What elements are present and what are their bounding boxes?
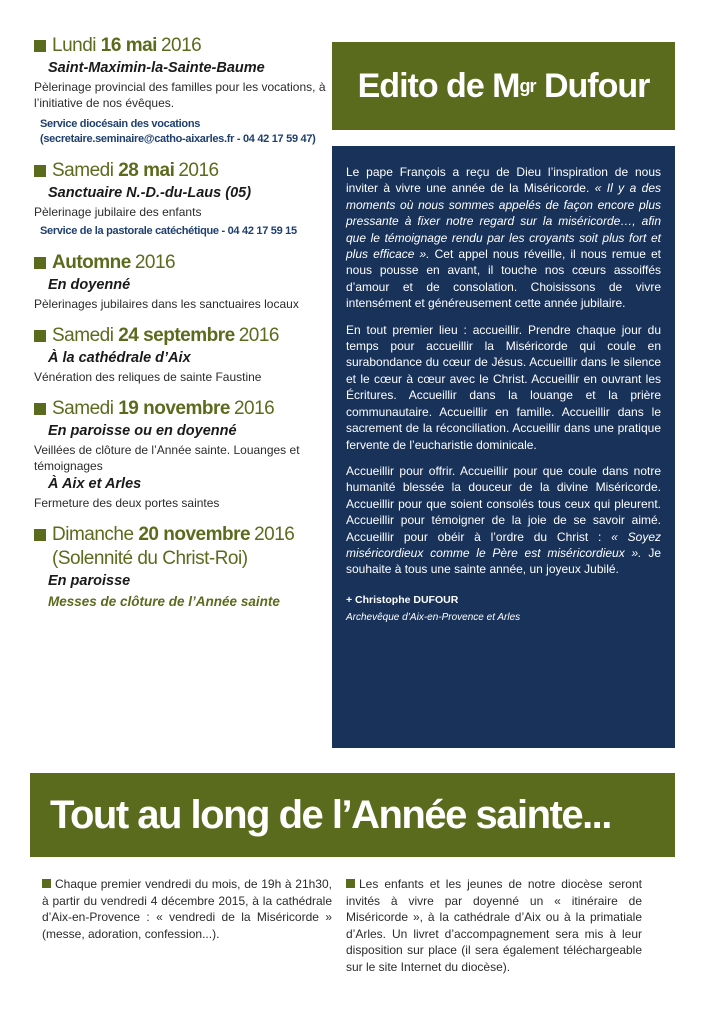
event-year: 2016 [233, 398, 275, 419]
event-year: 2016 [254, 524, 295, 545]
edito-signature-role: Archevêque d’Aix-en-Provence et Arles [346, 612, 521, 624]
edito-title [332, 42, 675, 130]
event-date-bold: Automne [52, 252, 131, 273]
event-place: En paroisse ou en doyenné [48, 423, 237, 439]
event-day: Dimanche [52, 524, 134, 545]
event-year: 2016 [178, 160, 219, 181]
section-banner [30, 773, 675, 857]
event-description: Pèlerinage jubilaire des enfants [34, 205, 202, 219]
edito-title-end: Dufour [535, 66, 650, 105]
event-place: Sanctuaire N.-D.-du-Laus (05) [48, 185, 252, 201]
event-date-bold: 28 mai [118, 160, 175, 181]
edito-signature: + Christophe DUFOUR [346, 593, 459, 606]
square-bullet-icon [34, 257, 46, 269]
event-item [34, 34, 326, 147]
event-day: Samedi [52, 325, 114, 346]
event-year: 2016 [238, 325, 279, 346]
event-date [34, 324, 326, 348]
bottom-right-paragraph: Les enfants et les jeunes de notre diocèse seront invités à vivre par doyenné un « itinéraire de Miséricorde », à la cathédrale d’Aix ou à la primatiale d’Arles. Un livret d’accompagnement sera mis à leur disposition sur place (il sera également téléchargeable sur le site Internet du diocèse). [346, 877, 642, 974]
event-description: Pèlerinage provincial des familles pour les vocations, à l’initiative de nos évêques. [34, 80, 326, 110]
edito-text: Je souhaite à tous une sainte année, un joyeux Jubilé. [346, 545, 661, 577]
bottom-right-text [346, 876, 642, 975]
event-service: Service de la pastorale catéchétique - 04 42 17 59 15 [40, 225, 297, 237]
edito-paragraph: En tout premier lieu : accueillir. Prendre chaque jour du temps pour accueillir la Miséricorde qui coule en surabondance du cœur de Jésus. Accueillir dans le silence et le cœur à cœur avec le Christ. Accueillir en ouvrant les Écritures. Accueillir dans la louange et la prière communautaire. Accueillir en famille. Accueillir dans le sacrement de la réconciliation. Accueillir dans une pratique fervente de l’eucharistie dominicale. [346, 322, 661, 452]
event-description: Pèlerinages jubilaires dans les sanctuaires locaux [34, 297, 299, 311]
event-service: Service diocésain des vocations [40, 118, 201, 130]
edito-text: Accueillir pour offrir. Accueillir pour que coule dans notre humanité blessée la douceur de la divine Miséricorde. Accueillir pour que soient consolés tous ceux qui pleurent. Accueillir pour témoigner de la joie de se savoir aimé. Accueillir pour obéir à l’ordre du Christ : [346, 463, 661, 544]
event-date [34, 523, 326, 547]
edito-body [332, 146, 675, 748]
event-service-contact[interactable]: (secretaire.seminaire@catho-aixarles.fr - 04 42 17 59 47) [40, 133, 316, 145]
edito-text: Cet appel nous réveille, il nous remue et nous pousse en avant, il touche nos cœurs assoiffés d’amour et de consolation. Choisissons de vivre intensément et généreusement cette année jubilaire. [346, 247, 661, 311]
events-column [34, 34, 326, 624]
event-item [34, 159, 326, 239]
event-day: Lundi [52, 35, 96, 56]
event-date-bold: 20 novembre [138, 524, 251, 545]
bottom-left-paragraph: Chaque premier vendredi du mois, de 19h à 21h30, à partir du vendredi 4 décembre 2015, à la cathédrale d’Aix-en-Provence : « vendredi de la Miséricorde » (messe, adoration, confession...). [42, 877, 332, 941]
edito-paragraph [346, 463, 661, 578]
event-subhead: (Solennité du Christ-Roi) [52, 548, 248, 569]
event-date-bold: 16 mai [100, 35, 157, 56]
event-item [34, 523, 326, 612]
event-date [34, 159, 326, 183]
square-bullet-icon [34, 529, 46, 541]
square-bullet-icon [34, 165, 46, 177]
edito-text: Le pape François a reçu de Dieu l’inspiration de nous inviter à vivre une année de la Miséricorde. [346, 165, 661, 196]
event-day: Samedi [52, 398, 114, 419]
bottom-left-text [42, 876, 332, 942]
event-closing: Messes de clôture de l’Année sainte [48, 594, 280, 609]
event-date [34, 397, 326, 421]
event-item [34, 251, 326, 312]
event-item [34, 397, 326, 511]
event-place: À la cathédrale d’Aix [48, 350, 191, 366]
event-date-bold: 19 novembre [118, 398, 230, 419]
event-place: En doyenné [48, 277, 131, 293]
event-date [34, 34, 326, 58]
event-place: En paroisse [48, 573, 131, 589]
event-day: Samedi [52, 160, 114, 181]
edito-quote: « Il y a des moments où nous sommes appelés de façon encore plus pressante à fixer notre regard sur la miséricorde…, afin que le témoignage rendu par les croyants soit plus fort et plus efficace ». [346, 181, 661, 262]
event-description: Vénération des reliques de sainte Faustine [34, 370, 262, 384]
square-bullet-icon [34, 330, 46, 342]
edito-quote: « Soyez miséricordieux comme le Père est miséricordieux ». [346, 529, 661, 560]
event-description: Veillées de clôture de l’Année sainte. Louanges et témoignages [34, 443, 300, 473]
event-item [34, 324, 326, 385]
square-bullet-icon [346, 879, 355, 888]
event-place-secondary: À Aix et Arles [48, 476, 142, 492]
event-date-bold: 24 septembre [118, 325, 235, 346]
square-bullet-icon [42, 879, 51, 888]
square-bullet-icon [34, 40, 46, 52]
event-description-secondary: Fermeture des deux portes saintes [34, 496, 220, 510]
edito-title-sup: gr [519, 75, 536, 96]
square-bullet-icon [34, 403, 46, 415]
event-date [34, 251, 326, 275]
event-year: 2016 [160, 35, 202, 56]
edito-title-main: Edito de M [357, 66, 520, 105]
edito-paragraph [346, 164, 661, 312]
event-place: Saint-Maximin-la-Sainte-Baume [48, 60, 265, 76]
event-year: 2016 [134, 252, 176, 273]
banner-title: Tout au long de l’Année sainte... [50, 792, 611, 837]
